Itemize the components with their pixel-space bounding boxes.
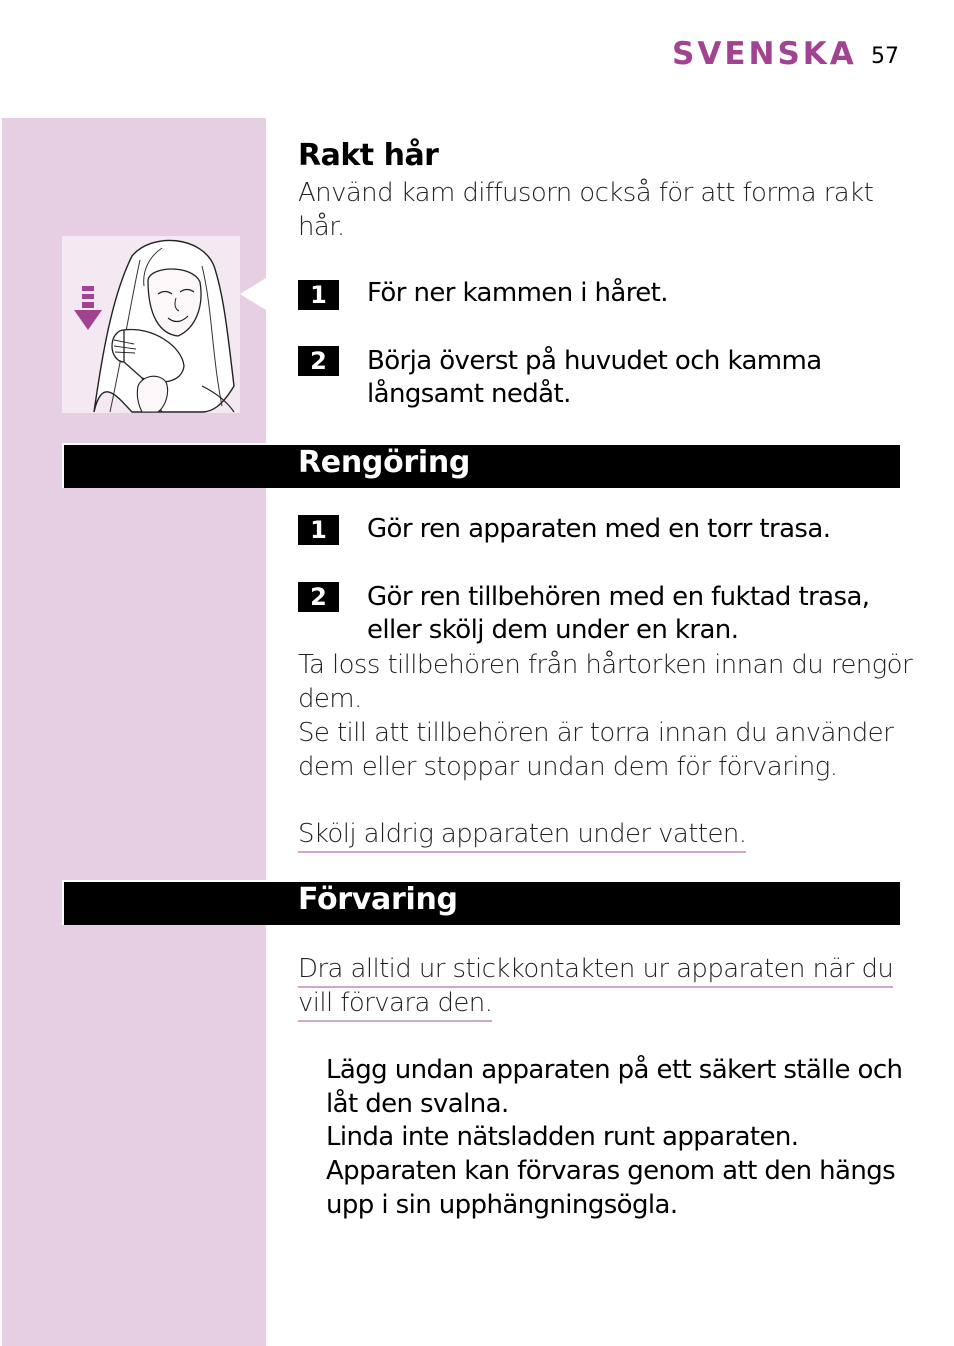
- step-text: Gör ren apparaten med en torr trasa.: [367, 514, 831, 544]
- storage-text: Lägg undan apparaten på ett säkert ställe och: [326, 1055, 903, 1085]
- storage-text: upp i sin upphängningsögla.: [326, 1190, 678, 1220]
- section-title-storage: Förvaring: [298, 882, 458, 917]
- note-text: Se till att tillbehören är torra innan du använder: [298, 718, 894, 748]
- intro-text-line2: hår.: [298, 212, 345, 242]
- step-text: Gör ren tillbehören med en fuktad trasa,: [367, 582, 870, 612]
- step-text: För ner kammen i håret.: [367, 278, 668, 308]
- intro-text-line1: Använd kam diffusorn också för att forma rakt: [298, 178, 874, 208]
- step-number: 2: [298, 582, 339, 612]
- storage-text: låt den svalna.: [326, 1089, 509, 1119]
- warning-underlined: vill förvara den.: [298, 986, 492, 1022]
- warning-underlined: Skölj aldrig apparaten under vatten.: [298, 817, 746, 853]
- step-text: Börja överst på huvudet och kamma: [367, 346, 822, 376]
- storage-text: Linda inte nätsladden runt apparaten.: [326, 1122, 799, 1152]
- warning-text: [298, 952, 893, 988]
- language-header: SVENSKA: [672, 36, 857, 72]
- down-arrow-icon: [74, 286, 102, 330]
- note-text: dem eller stoppar undan dem för förvaring.: [298, 752, 838, 782]
- step-text-continued: långsamt nedåt.: [367, 379, 571, 409]
- warning-underlined: Dra alltid ur stickkontakten ur apparaten när du: [298, 952, 893, 988]
- note-text: dem.: [298, 684, 362, 714]
- step-text-continued: eller skölj dem under en kran.: [367, 615, 739, 645]
- section-title-cleaning: Rengöring: [298, 445, 471, 480]
- illustration-pointer: [240, 278, 266, 310]
- section-bar-storage: [62, 880, 900, 925]
- step-number: 1: [298, 515, 339, 545]
- warning-text: [298, 986, 492, 1022]
- warning-text: [298, 817, 746, 853]
- section-title-straight-hair: Rakt hår: [298, 138, 439, 173]
- section-bar-cleaning: [62, 443, 900, 488]
- page-number: 57: [871, 44, 899, 69]
- storage-text: Apparaten kan förvaras genom att den hängs: [326, 1156, 896, 1186]
- note-text: Ta loss tillbehören från hårtorken innan du rengör: [298, 650, 913, 680]
- woman-hairdryer-illustration: [62, 236, 240, 413]
- step-number: 1: [298, 280, 339, 310]
- step-number: 2: [298, 346, 339, 376]
